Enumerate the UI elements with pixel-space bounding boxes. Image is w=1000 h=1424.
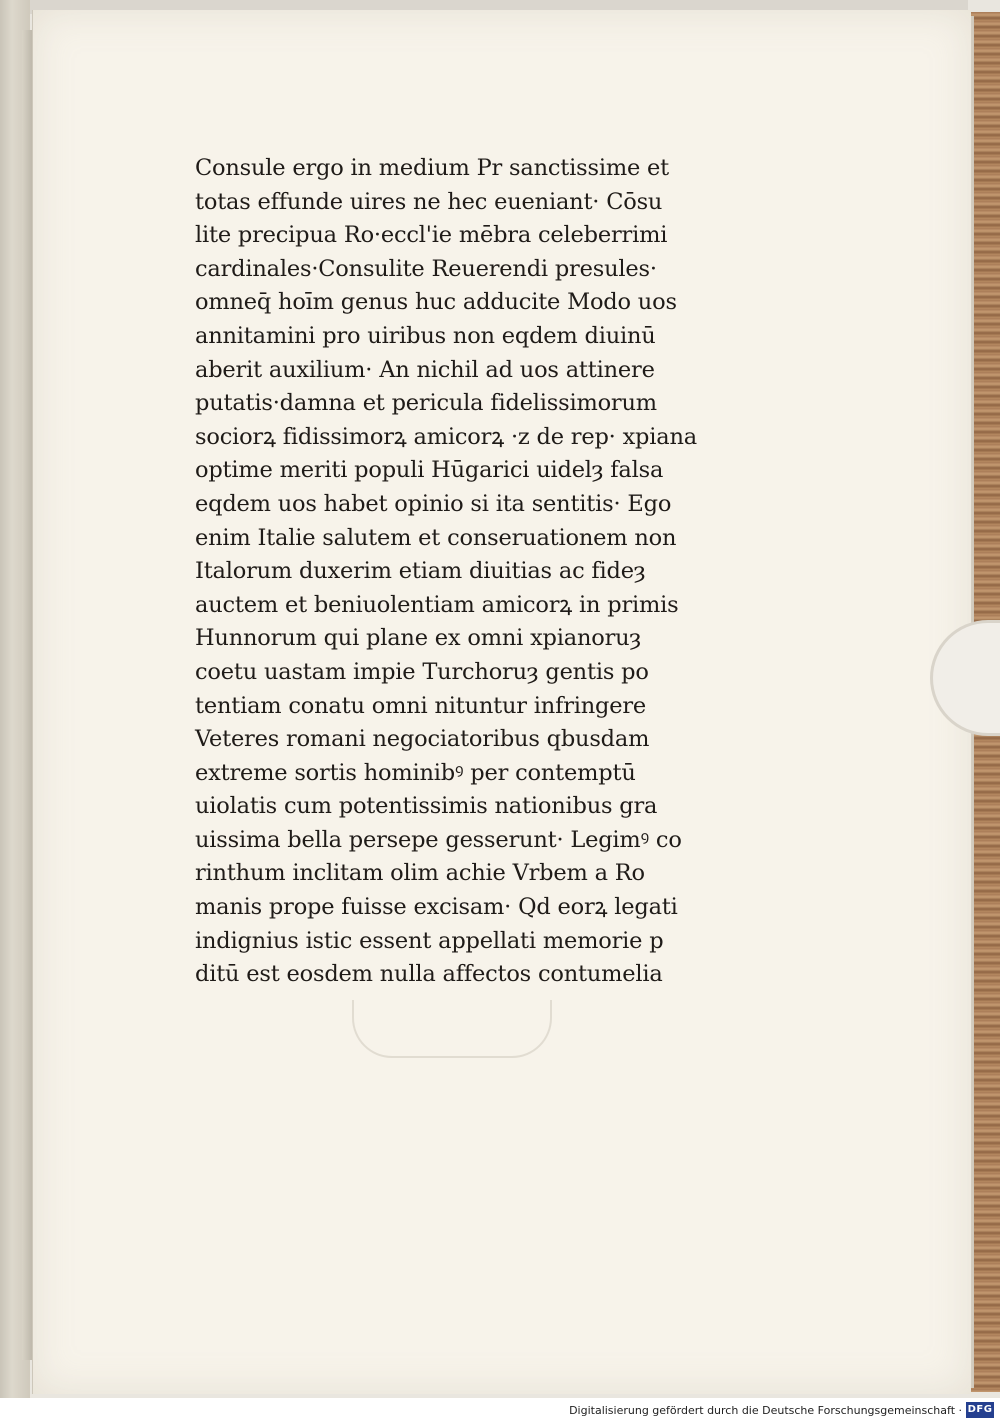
text-line: Consule ergo in medium Pr sanctissime et xyxy=(195,155,669,181)
text-line: enim Italie salutem et conseruationem non xyxy=(195,524,677,551)
text-line: sociorꝝ fidissimorꝝ amicorꝝ ·z de rep· xpiana xyxy=(195,423,697,450)
text-line: eqdem uos habet opinio si ita sentitis· Ego xyxy=(195,490,672,517)
text-line: cardinales·Consulite Reuerendi presules· xyxy=(195,255,657,282)
text-line: totas effunde uires ne hec eueniant· Cōsu xyxy=(195,188,663,215)
text-line: ditū est eosdem nulla affectos contumelia xyxy=(195,961,663,988)
text-line: auctem et beniuolentiam amicorꝝ in primis xyxy=(195,591,679,618)
text-line: aberit auxilium· An nichil ad uos attinere xyxy=(195,356,655,383)
text-line: extreme sortis hominibꝰ per contemptū xyxy=(195,759,636,786)
blind-stamp xyxy=(352,1000,552,1058)
text-line: annitamini pro uiribus non eqdem diuinū xyxy=(195,322,656,349)
text-line: optime meriti populi Hūgarici uidelȝ falsa xyxy=(195,457,664,484)
text-line: Veteres romani negociatoribus qbusdam xyxy=(195,726,650,753)
text-line: manis prope fuisse excisam· Qd eorꝝ legati xyxy=(195,894,678,921)
text-line: tentiam conatu omni nituntur infringere xyxy=(195,692,647,719)
printed-text-block xyxy=(195,152,755,992)
text-line: putatis·damna et pericula fidelissimorum xyxy=(195,390,657,417)
funding-credit: Digitalisierung gefördert durch die Deutsche Forschungsgemeinschaft · xyxy=(569,1404,962,1417)
text-line: uissima bella persepe gesserunt· Legimꝰ co xyxy=(195,826,682,853)
text-line: omneq̄ hoīm genus huc adducite Modo uos xyxy=(195,289,677,316)
text-line: rinthum inclitam olim achie Vrbem a Ro xyxy=(195,860,645,887)
text-line: Italorum duxerim etiam diuitias ac fideȝ xyxy=(195,558,646,585)
text-line: indignius istic essent appellati memorie p xyxy=(195,927,664,954)
text-line: uiolatis cum potentissimis nationibus gra xyxy=(195,793,658,820)
text-line: coetu uastam impie Turchoruȝ gentis po xyxy=(195,658,649,685)
text-line: lite precipua Ro·eccl'ie mēbra celeberrimi xyxy=(195,222,668,249)
dfg-logo: DFG xyxy=(966,1402,994,1418)
text-line: Hunnorum qui plane ex omni xpianoruȝ xyxy=(195,625,641,652)
